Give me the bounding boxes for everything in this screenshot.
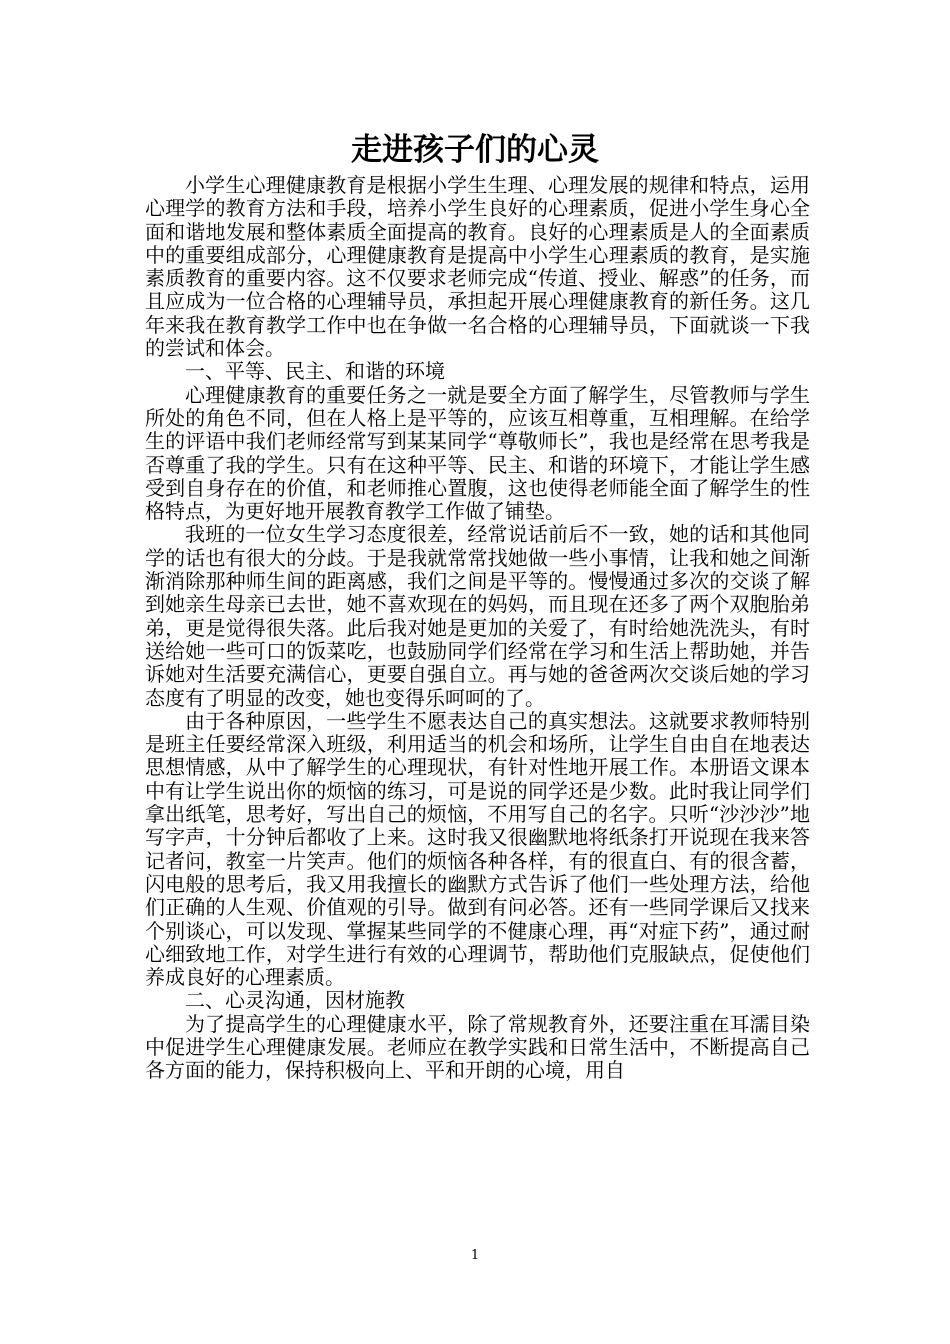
- page-number: 1: [470, 1248, 480, 1263]
- paragraph-respect: 心理健康教育的重要任务之一就是要全方面了解学生，尽管教师与学生所处的角色不同，但在人格上是平等的，应该互相尊重，互相理解。在给学生的评语中我们老师经常写到某某同学“尊敬师长”，我也是经常在思考我是否尊重了我的学生。只有在这种平等、民主、和谐的环境下，才能让学生感受到自身存在的价值，和老师推心置腹，这也使得老师能全面了解学生的性格特点，为更好地开展教育教学工作做了铺垫。: [145, 382, 810, 524]
- section-heading-2: 二、心灵沟通，因材施教: [185, 988, 405, 1013]
- page-title: 走进孩子们的心灵: [351, 132, 599, 168]
- section-heading-1: 一、平等、民主、和谐的环境: [185, 359, 445, 384]
- paragraph-student-story: 我班的一位女生学习态度很差，经常说话前后不一致，她的话和其他同学的话也有很大的分歧。于是我就常常找她做一些小事情，让我和她之间渐渐消除那种师生间的距离感，我们之间是平等的。慢慢通过多次的交谈了解到她亲生母亲已去世，她不喜欢现在的妈妈，而且现在还多了两个双胞胎弟弟，更是觉得很失落。此后我对她是更加的关爱了，有时给她洗洗头，有时送给她一些可口的饭菜吃，也鼓励同学们经常在学习和生活上帮助她，并告诉她对生活要充满信心，更要自强自立。再与她的爸爸两次交谈后她的学习态度有了明显的改变，她也变得乐呵呵的了。: [145, 522, 810, 710]
- document-body: [145, 174, 810, 1083]
- paragraph-worries: 由于各种原因，一些学生不愿表达自己的真实想法。这就要求教师特别是班主任要经常深入班级，利用适当的机会和场所，让学生自由自在地表达思想情感，从中了解学生的心理现状，有针对性地开展工作。本册语文课本中有让学生说出你的烦恼的练习，可是说的同学还是少数。此时我让同学们拿出纸笔，思考好，写出自己的烦恼，不用写自己的名字。只听“沙沙沙”地写字声，十分钟后都收了上来。这时我又很幽默地将纸条打开说现在我来答记者问，教室一片笑声。他们的烦恼各种各样，有的很直白、有的很含蓄，闪电般的思考后，我又用我擅长的幽默方式告诉了他们一些处理方法，给他们正确的人生观、价值观的引导。做到有问必答。还有一些同学课后又找来个别谈心，可以发现、掌握某些同学的不健康心理，再“对症下药”，通过耐心细致地工作，对学生进行有效的心理调节，帮助他们克服缺点，促使他们养成良好的心理素质。: [145, 708, 810, 990]
- paragraph-intro: 小学生心理健康教育是根据小学生生理、心理发展的规律和特点，运用心理学的教育方法和手段，培养小学生良好的心理素质，促进小学生身心全面和谐地发展和整体素质全面提高的教育。良好的心理素质是人的全面素质中的重要组成部分，心理健康教育是提高中小学生心理素质的教育，是实施素质教育的重要内容。这不仅要求老师完成“传道、授业、解惑”的任务，而且应成为一位合格的心理辅导员，承担起开展心理健康教育的新任务。这几年来我在教育教学工作中也在争做一名合格的心理辅导员，下面就谈一下我的尝试和体会。: [145, 173, 810, 361]
- paragraph-communication: 为了提高学生的心理健康水平，除了常规教育外，还要注重在耳濡目染中促进学生心理健康发展。老师应在教学实践和日常生活中，不断提高自己各方面的能力，保持积极向上、平和开朗的心境，用自: [145, 1011, 810, 1083]
